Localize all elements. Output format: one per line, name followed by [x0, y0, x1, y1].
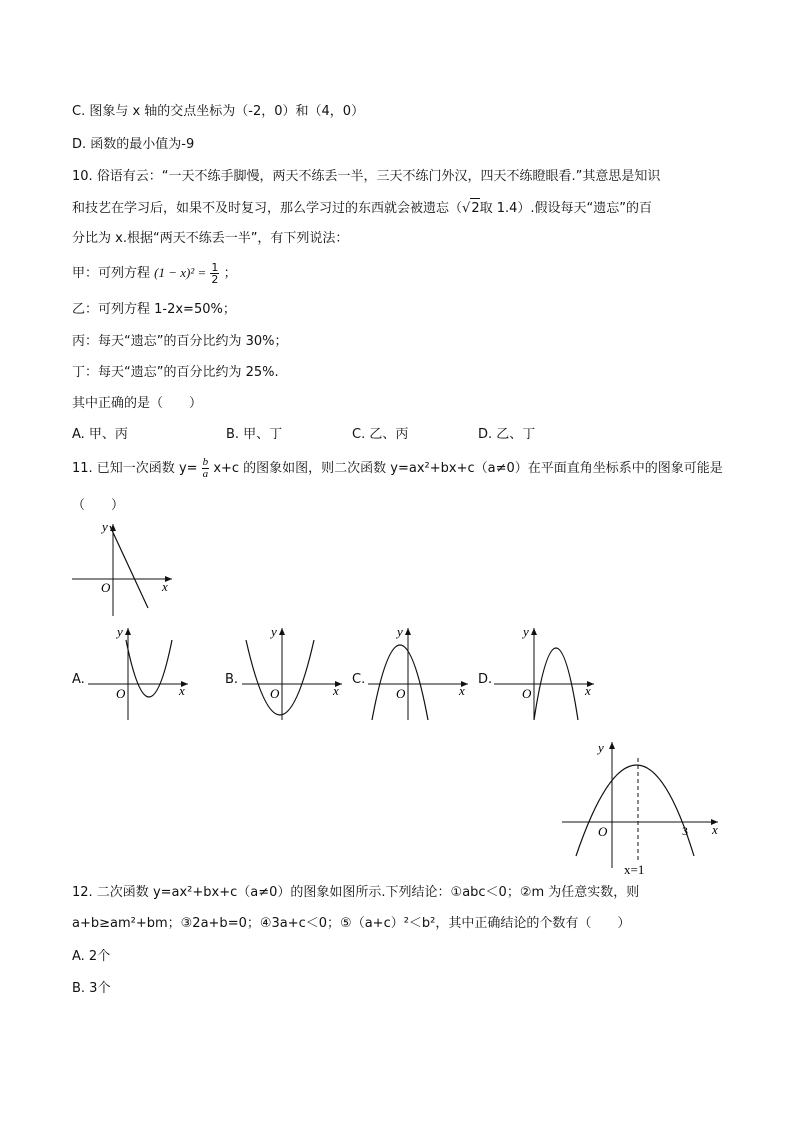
q10-stem-line2b: 取 1.4）.假设每天“遗忘”的百	[479, 201, 653, 216]
q9-option-d: D. 函数的最小值为-9	[72, 137, 195, 152]
jia-fraction-denominator: 2	[211, 273, 219, 286]
q10-question: 其中正确的是（ ）	[72, 396, 203, 411]
q10-option-c: C. 乙、丙	[352, 427, 409, 442]
axis-label-x: x	[179, 683, 185, 698]
origin-label: O	[396, 686, 406, 701]
origin-label: O	[270, 686, 280, 701]
axis-label-x: x	[459, 683, 465, 698]
parabola	[372, 645, 428, 720]
origin-label: O	[598, 824, 608, 839]
q11-option-b-label: B.	[225, 672, 239, 687]
q11-stem	[72, 456, 723, 482]
q10-stem-line1: 10. 俗语有云：“一天不练手脚慢，两天不练丢一半，三天不练门外汉，四天不练瞪眼看.”其意思是知识	[72, 169, 661, 184]
q12-stem-line2: a+b≥am²+bm；③2a+b=0；④3a+c＜0；⑤（a+c）²＜b²，其中正确结论的个数有（ ）	[72, 916, 631, 931]
jia-fraction	[210, 262, 219, 285]
origin-label: O	[522, 686, 532, 701]
axis-label-x: x	[333, 683, 339, 698]
q11-option-d-graph	[492, 620, 602, 722]
q11-stem-b: x+c 的图象如图，则二次函数 y=ax²+bx+c（a≠0）在平面直角坐标系中的图象可能是	[213, 461, 723, 476]
q11-paren: （ ）	[72, 498, 125, 513]
q11-stem-a: 11. 已知一次函数 y=	[72, 461, 198, 476]
y-axis-arrow	[125, 628, 131, 635]
parabola	[126, 640, 172, 697]
q11-fraction	[202, 457, 210, 480]
q10-statement-yi: 乙：可列方程 1-2x=50%；	[72, 302, 236, 317]
q12-option-b: B. 3个	[72, 981, 111, 996]
y-axis-arrow	[531, 628, 537, 635]
jia-suffix: ；	[223, 266, 237, 281]
axis-label-x: x	[585, 683, 591, 698]
q12-option-a: A. 2个	[72, 949, 111, 964]
parabola	[246, 640, 314, 715]
q9-option-c: C. 图象与 x 轴的交点坐标为（-2，0）和（4，0）	[72, 104, 365, 119]
y-axis-arrow	[609, 742, 615, 749]
linear-function-line	[110, 526, 148, 608]
origin-label: O	[101, 580, 111, 595]
tick-label-3: 3	[682, 824, 688, 838]
sqrt-symbol: √	[462, 201, 471, 216]
q10-statement-bing: 丙：每天“遗忘”的百分比约为 30%；	[72, 334, 288, 349]
q11-option-a-label: A.	[72, 672, 85, 687]
q11-fraction-numerator: b	[202, 456, 209, 468]
q11-option-c-label: C.	[352, 672, 366, 687]
axis-label-y: y	[102, 519, 108, 534]
jia-prefix: 甲：可列方程	[72, 266, 151, 281]
origin-label: O	[116, 686, 126, 701]
q12-stem-line1: 12. 二次函数 y=ax²+bx+c（a≠0）的图象如图所示.下列结论：①abc＜0；②m 为任意实数，则	[72, 885, 640, 900]
q11-option-a-graph	[86, 620, 196, 722]
axis-label-y: y	[117, 624, 123, 639]
q10-stem-line3: 分比为 x.根据“两天不练丢一半”，有下列说法：	[72, 231, 349, 246]
y-axis-arrow	[405, 628, 411, 635]
q10-stem-line2	[72, 198, 652, 219]
q11-option-d-label: D.	[478, 672, 493, 687]
y-axis-arrow	[279, 628, 285, 635]
q10-option-b: B. 甲、丁	[226, 427, 283, 442]
axis-label-x: x	[162, 579, 168, 594]
sqrt-arg: 2	[470, 198, 479, 219]
axis-label-y: y	[523, 624, 529, 639]
axis-label-y: y	[397, 624, 403, 639]
q11-fraction-denominator: a	[202, 468, 209, 480]
q11-linear-graph	[68, 518, 178, 618]
q10-option-a: A. 甲、丙	[72, 427, 128, 442]
q11-option-c-graph	[366, 620, 476, 722]
axis-label-x: x	[712, 822, 718, 837]
q10-option-d: D. 乙、丁	[478, 427, 536, 442]
q11-option-b-graph	[240, 620, 350, 722]
parabola	[576, 765, 694, 856]
symmetry-axis-label: x=1	[624, 862, 645, 877]
q10-statement-ding: 丁：每天“遗忘”的百分比约为 25%.	[72, 365, 279, 380]
q10-stem-line2a: 和技艺在学习后，如果不及时复习，那么学习过的东西就会被遗忘（	[72, 201, 463, 216]
axis-label-y: y	[598, 740, 604, 755]
q12-parabola-graph	[558, 738, 724, 878]
jia-equation: (1 − x)² =	[154, 265, 207, 280]
axis-label-y: y	[271, 624, 277, 639]
q10-statement-jia	[72, 260, 237, 287]
jia-fraction-numerator: 1	[211, 261, 219, 274]
